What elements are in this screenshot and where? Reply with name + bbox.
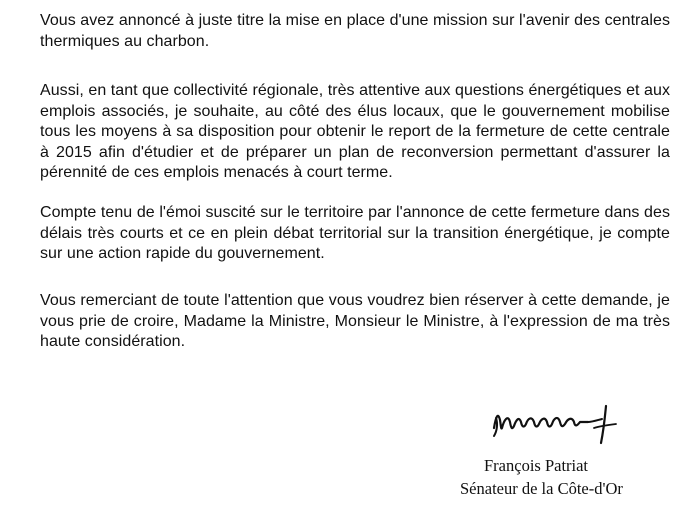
signatory-name: François Patriat <box>484 456 589 475</box>
letter-paragraph-2: Aussi, en tant que collectivité régionale, très attentive aux questions énergétiques et aux emplois associés, je souhaite, au côté des élus locaux, que le gouvernement mobilise tous les moyens à sa disposition pour obtenir le report de la fermeture de cette centrale à 2015 afin d'étudier et de préparer un plan de reconversion permettant d'assurer la pérennité de ces emplois menacés à court terme. <box>40 82 670 181</box>
handwritten-signature <box>488 398 623 448</box>
letter-paragraph-3: Compte tenu de l'émoi suscité sur le territoire par l'annonce de cette fermeture dans des délais très courts et ce en plein débat territorial sur la transition énergétique, je compte sur une action rapide du gouvernement. <box>40 204 670 262</box>
letter-paragraph-4: Vous remerciant de toute l'attention que vous voudrez bien réserver à cette demande, je vous prie de croire, Madame la Ministre, Monsieur le Ministre, à l'expression de ma très haute considération. <box>40 292 670 350</box>
signatory-title: Sénateur de la Côte-d'Or <box>460 479 623 498</box>
letter-paragraph-1: Vous avez annoncé à juste titre la mise en place d'une mission sur l'avenir des centrales thermiques au charbon. <box>40 12 670 50</box>
